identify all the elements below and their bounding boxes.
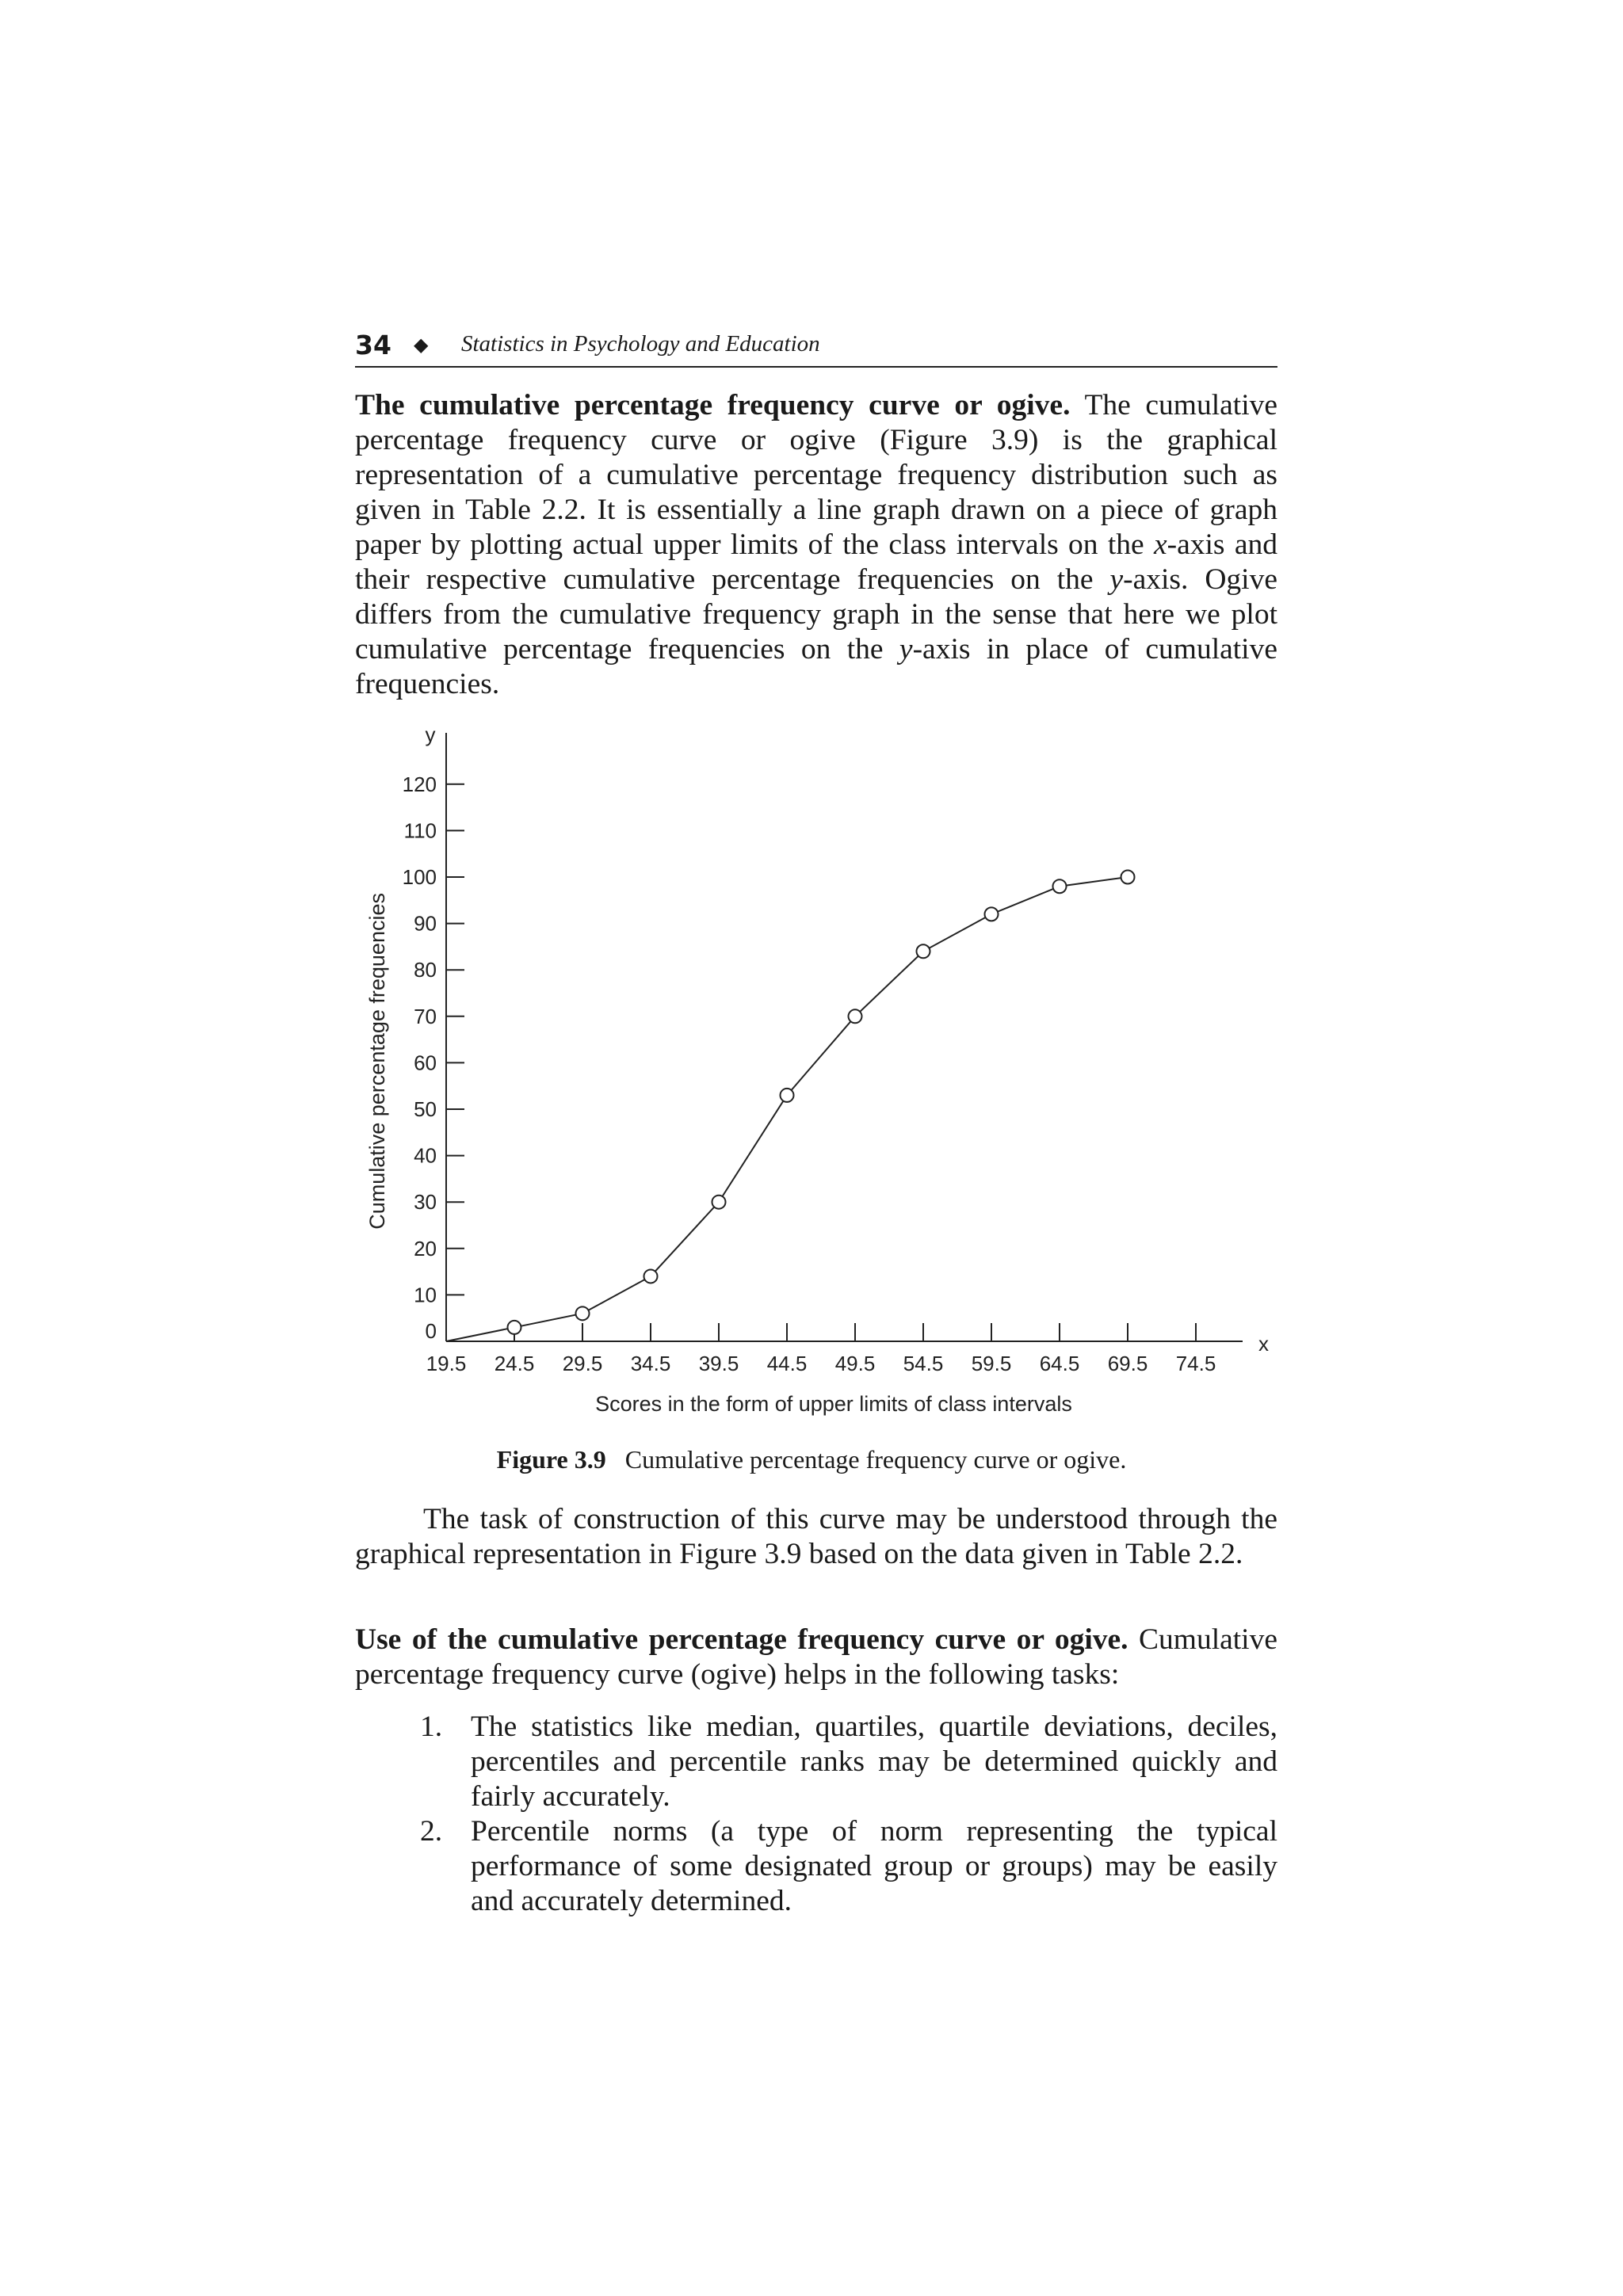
list-number: 2. [420, 1815, 443, 1848]
x-tick-label: 24.5 [494, 1352, 535, 1375]
figure-label: Figure 3.9 [496, 1445, 606, 1474]
running-title: Statistics in Psychology and Education [461, 331, 820, 357]
x-axis-letter: x [1258, 1332, 1269, 1356]
y-tick-label: 100 [402, 865, 437, 889]
page-number: 34 [355, 330, 391, 360]
paragraph-text: -axis. Ogive differs from the cumulative frequency graph in the sense that here we plot cumulative percentage frequencies on the [355, 563, 1277, 666]
list-item [355, 1710, 1277, 1814]
data-point [1121, 871, 1135, 884]
y-tick-label: 10 [414, 1283, 437, 1307]
x-tick-label: 44.5 [766, 1352, 808, 1375]
x-tick-label: 74.5 [1175, 1352, 1216, 1375]
y-tick-label: 60 [414, 1051, 437, 1075]
data-point [849, 1009, 862, 1023]
list-text: Percentile norms (a type of norm representing the typical performance of some designated group or groups) may be easily and accurately determined. [471, 1815, 1277, 1917]
figure-caption-text: Cumulative percentage frequency curve or ogive. [624, 1445, 1127, 1474]
y-variable: y [899, 633, 913, 666]
paragraph-construction: The task of construction of this curve may be understood through the graphical representation in Figure 3.9 based on the data given in Table 2.2. [355, 1503, 1277, 1570]
section-heading-ogive: The cumulative percentage frequency curve or ogive. [355, 389, 1071, 421]
list-item [355, 1814, 1277, 1919]
running-header [355, 325, 1277, 368]
x-variable: x [1153, 528, 1167, 561]
y-tick-label: 90 [414, 911, 437, 936]
series-line [446, 877, 1128, 1341]
data-point [781, 1089, 794, 1102]
x-axis-label: Scores in the form of upper limits of class intervals [595, 1392, 1072, 1416]
paragraph-uses [355, 1623, 1277, 1692]
list-number: 1. [420, 1711, 443, 1743]
x-tick-label: 29.5 [562, 1352, 603, 1375]
figure-caption [0, 1445, 1623, 1474]
data-point [508, 1321, 521, 1334]
uses-list [355, 1710, 1277, 1919]
y-tick-label: 20 [414, 1236, 437, 1261]
y-tick-label: 50 [414, 1097, 437, 1121]
x-tick-label: 39.5 [698, 1352, 739, 1375]
y-tick-label: 40 [414, 1143, 437, 1168]
ogive-chart [0, 713, 1623, 1426]
data-point [644, 1269, 658, 1283]
paragraph-text: The cumulative percentage frequency curve or ogive (Figure 3.9) is the graphical representation of a cumulative percentage frequency distribution such as given in Table 2.2. It is essentially a line graph drawn on a piece of graph paper by plotting actual upper limits of the class intervals on the [355, 389, 1278, 561]
y-tick-label: 110 [403, 818, 437, 843]
y-tick-label: 0 [425, 1319, 437, 1343]
paragraph-text: Cumulative percentage frequency curve (ogive) helps in the following tasks: [355, 1623, 1277, 1691]
x-tick-label: 34.5 [630, 1352, 671, 1375]
paragraph-text: -axis and their respective cumulative percentage frequencies on the [355, 528, 1277, 596]
data-point [985, 907, 999, 921]
x-tick-label: 19.5 [426, 1352, 467, 1375]
list-text: The statistics like median, quartiles, quartile deviations, deciles, percentiles and percentile ranks may be determined quickly and fairly accurately. [471, 1711, 1277, 1813]
y-axis-label: Cumulative percentage frequencies [365, 893, 389, 1230]
paragraph-ogive-definition [355, 388, 1277, 702]
data-point [712, 1196, 726, 1209]
y-variable: y [1109, 563, 1124, 596]
x-tick-label: 49.5 [834, 1352, 876, 1375]
data-point [1053, 879, 1067, 893]
y-tick-label: 70 [414, 1004, 437, 1028]
y-axis-letter: y [425, 723, 436, 746]
section-heading-uses: Use of the cumulative percentage frequency curve or ogive. [355, 1623, 1128, 1656]
y-tick-label: 120 [402, 772, 437, 796]
diamond-icon: ◆ [414, 334, 429, 356]
y-tick-label: 80 [414, 958, 437, 982]
data-point [576, 1306, 590, 1320]
x-tick-label: 59.5 [971, 1352, 1012, 1375]
data-point [917, 944, 930, 958]
x-tick-label: 69.5 [1107, 1352, 1148, 1375]
x-tick-label: 54.5 [903, 1352, 944, 1375]
x-tick-label: 64.5 [1039, 1352, 1080, 1375]
y-tick-label: 30 [414, 1190, 437, 1215]
paragraph-text: -axis in place of cumulative frequencies. [355, 633, 1277, 700]
